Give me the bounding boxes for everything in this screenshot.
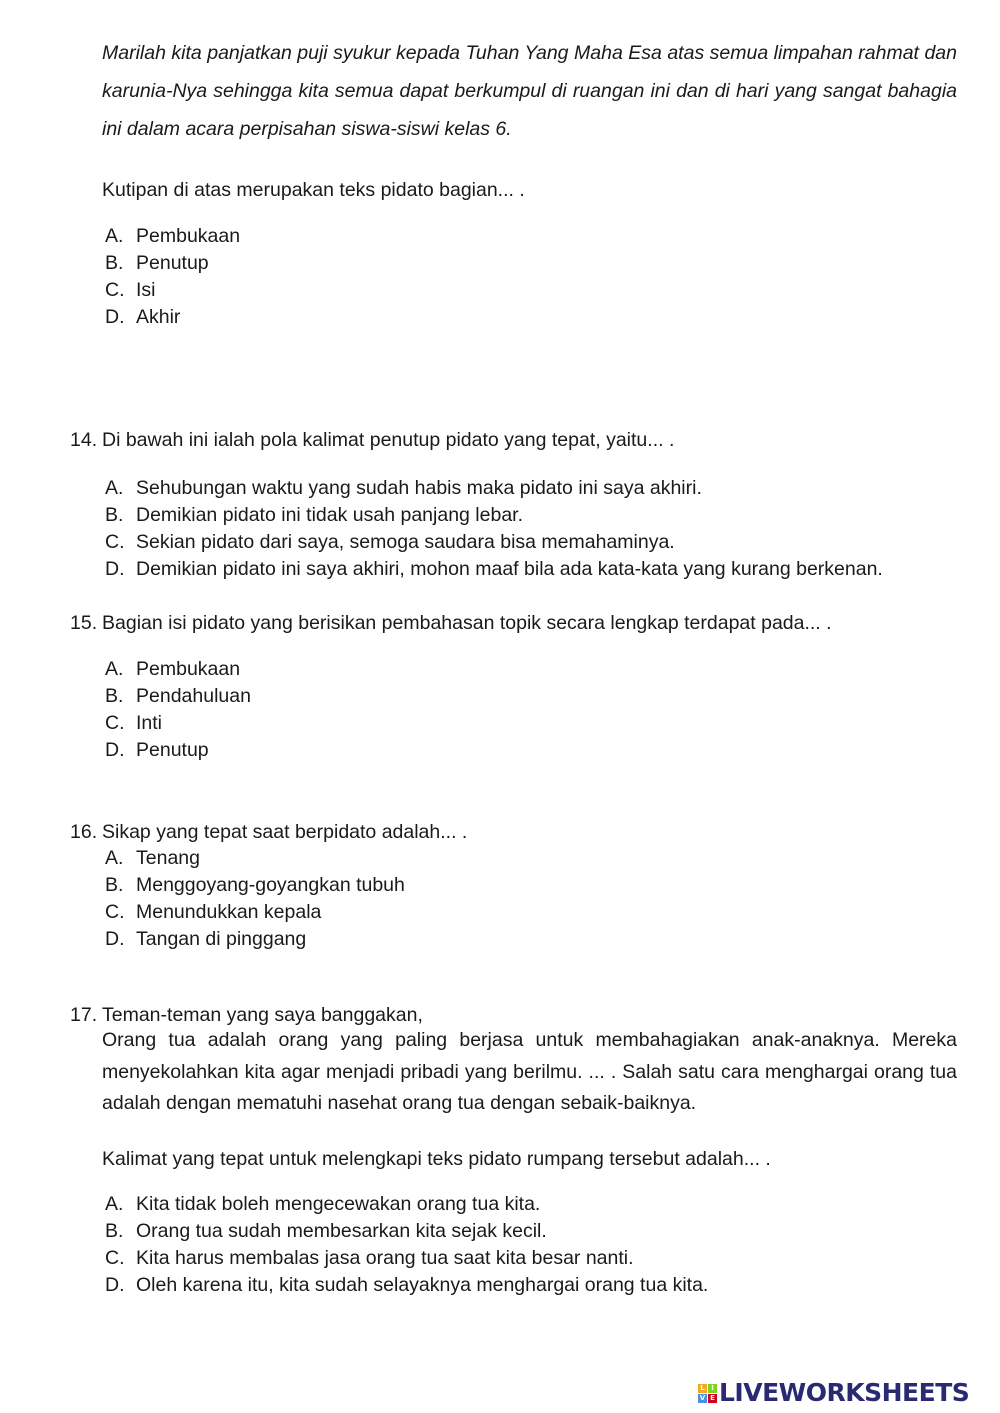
question-number: 16. xyxy=(70,821,98,843)
option-d[interactable]: D. Oleh karena itu, kita sudah selayaknya menghargai orang tua kita. xyxy=(105,1274,709,1296)
answer-options xyxy=(105,845,405,953)
liveworksheets-mark-icon: L I V E xyxy=(698,1384,717,1403)
question-number: 14. xyxy=(70,429,98,451)
question-16 xyxy=(70,820,960,844)
option-a[interactable]: A. Kita tidak boleh mengecewakan orang tua kita. xyxy=(105,1193,541,1215)
question-17 xyxy=(70,1003,960,1027)
answer-options xyxy=(105,223,240,331)
question-text: Bagian isi pidato yang berisikan pembahasan topik secara lengkap terdapat pada... . xyxy=(102,612,832,634)
question-number: 17. xyxy=(70,1004,98,1026)
question-text: Sikap yang tepat saat berpidato adalah... . xyxy=(102,821,468,843)
option-d[interactable]: D. Penutup xyxy=(105,739,209,761)
option-c[interactable]: C. Kita harus membalas jasa orang tua saat kita besar nanti. xyxy=(105,1247,634,1269)
option-b[interactable]: B. Menggoyang-goyangkan tubuh xyxy=(105,874,405,896)
option-b[interactable]: B. Pendahuluan xyxy=(105,685,251,707)
speech-greeting: Teman-teman yang saya banggakan, xyxy=(102,1004,423,1026)
question-prompt: Kutipan di atas merupakan teks pidato bagian... . xyxy=(102,179,525,201)
answer-options xyxy=(105,656,251,764)
answer-options xyxy=(105,475,883,583)
question-15 xyxy=(70,611,960,635)
option-b[interactable]: B. Penutup xyxy=(105,252,209,274)
option-a[interactable]: A. Pembukaan xyxy=(105,225,241,247)
answer-options xyxy=(105,1191,708,1299)
option-c[interactable]: C. Menundukkan kepala xyxy=(105,901,322,923)
option-a[interactable]: A. Tenang xyxy=(105,847,200,869)
option-c[interactable]: C. Inti xyxy=(105,712,163,734)
option-c[interactable]: C. Isi xyxy=(105,279,156,301)
option-b[interactable]: B. Demikian pidato ini tidak usah panjang lebar. xyxy=(105,504,524,526)
speech-excerpt: Marilah kita panjatkan puji syukur kepada Tuhan Yang Maha Esa atas semua limpahan rahmat dan karunia-Nya sehingga kita semua dapat berkumpul di ruangan ini dan di hari yang sangat bahagia ini dalam acara perpisahan siswa-siswi kelas 6. xyxy=(102,42,957,140)
option-a[interactable]: A. Pembukaan xyxy=(105,658,241,680)
logo-text: LIVEWORKSHEETS xyxy=(719,1378,970,1407)
option-d[interactable]: D. Akhir xyxy=(105,306,181,328)
question-prompt: Kalimat yang tepat untuk melengkapi teks pidato rumpang tersebut adalah... . xyxy=(102,1148,771,1170)
option-d[interactable]: D. Demikian pidato ini saya akhiri, mohon maaf bila ada kata-kata yang kurang berkenan. xyxy=(105,558,883,580)
liveworksheets-logo[interactable] xyxy=(698,1378,969,1408)
option-d[interactable]: D. Tangan di pinggang xyxy=(105,928,307,950)
option-c[interactable]: C. Sekian pidato dari saya, semoga saudara bisa memahaminya. xyxy=(105,531,675,553)
question-number: 15. xyxy=(70,612,98,634)
question-14 xyxy=(70,428,960,452)
option-b[interactable]: B. Orang tua sudah membesarkan kita sejak kecil. xyxy=(105,1220,547,1242)
question-text: Di bawah ini ialah pola kalimat penutup pidato yang tepat, yaitu... . xyxy=(102,429,675,451)
speech-excerpt: Orang tua adalah orang yang paling berjasa untuk membahagiakan anak-anaknya. Mereka menyekolahkan kita agar menjadi pribadi yang berilmu. ... . Salah satu cara menghargai orang tua adalah dengan mematuhi nasehat orang tua dengan sebaik-baiknya. xyxy=(102,1029,957,1114)
option-a[interactable]: A. Sehubungan waktu yang sudah habis maka pidato ini saya akhiri. xyxy=(105,477,702,499)
